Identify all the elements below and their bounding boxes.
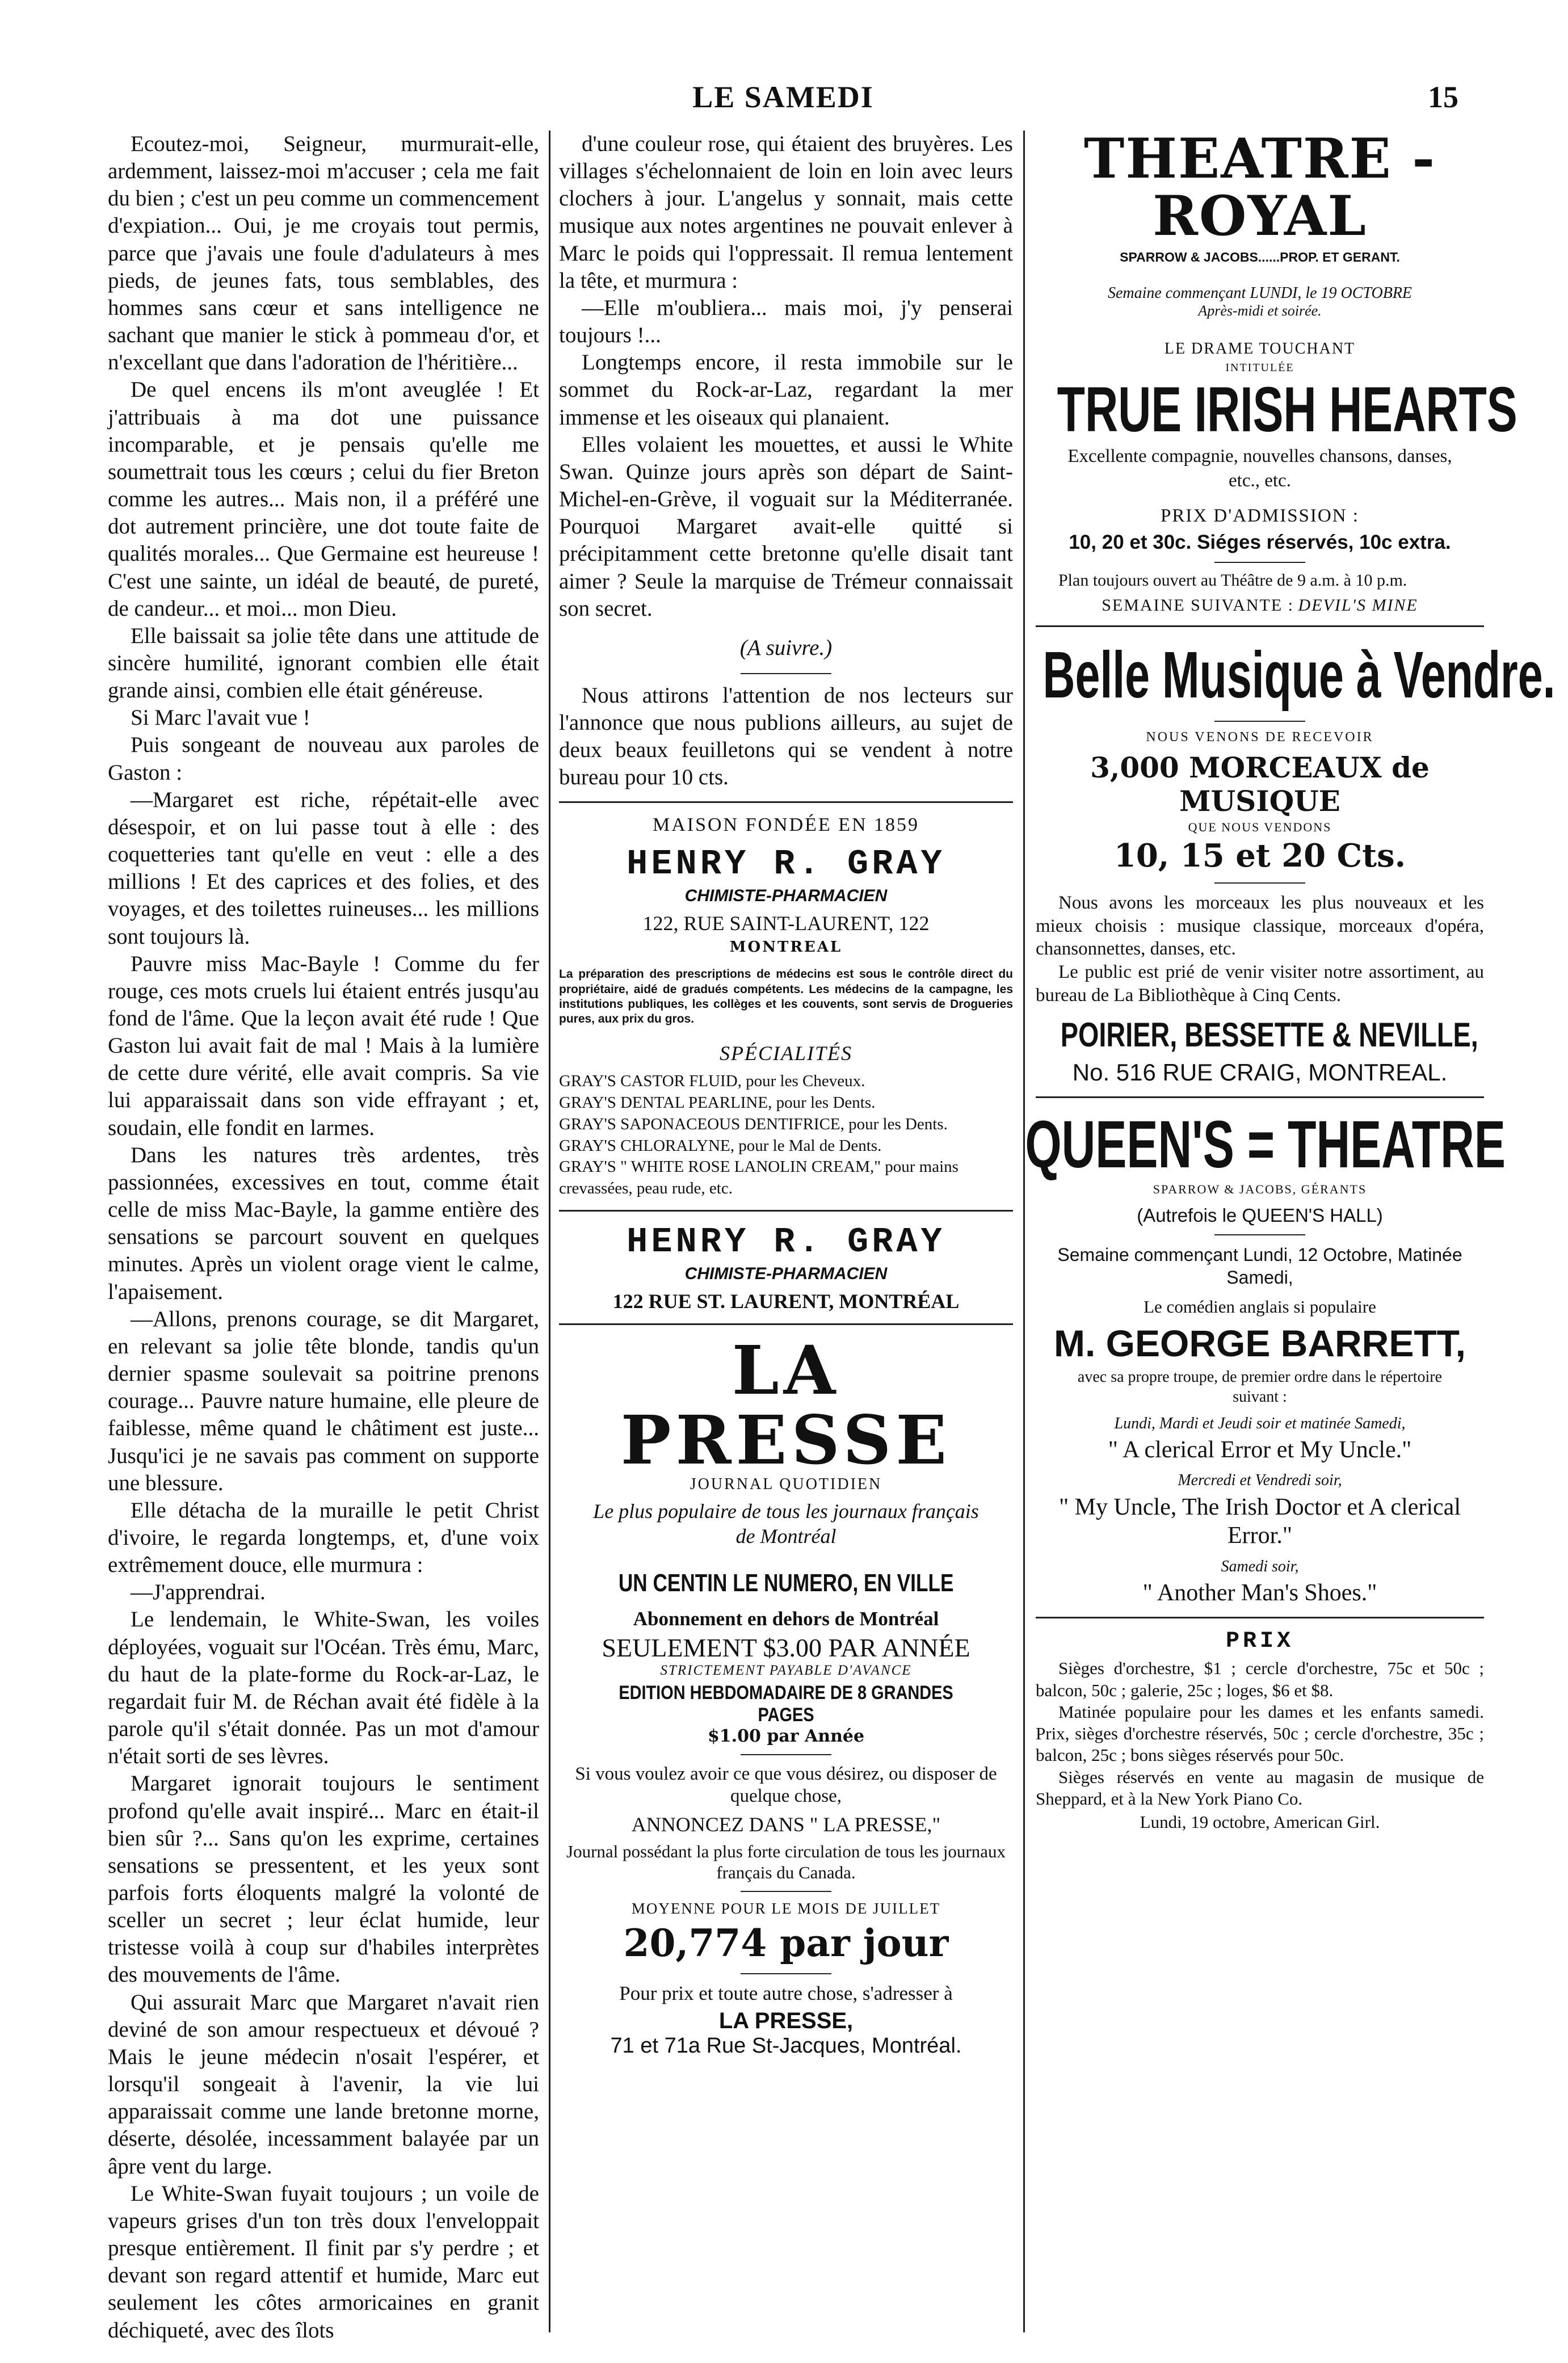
to-be-continued: (A suivre.) bbox=[739, 635, 833, 660]
divider bbox=[559, 801, 1013, 803]
story-paragraph: —Margaret est riche, répétait-elle avec désespoir, et on lui passe tout à elle : des coquetteries tant qu'elle en veut : elle a des millions ! Et des caprices et des folies, et des voyages, et des toilettes ruineuses... les millions sont toujours là. bbox=[108, 787, 539, 949]
story-paragraph: Pauvre miss Mac-Bayle ! Comme du fer rouge, ces mots cruels lui étaient entrés jusqu'au fond de l'âme. Que la leçon avait été rude ! Que Gaston lui avait fait de mal ! Mais à la lumière de cette dure vérité, elle avait compris. Sa vie lui apparaissait dans son vide effrayant ; et, soudain, elle fondit en larmes. bbox=[108, 951, 539, 1140]
contact-name: LA PRESSE, bbox=[718, 2008, 854, 2034]
newspaper-title: LE SAMEDI bbox=[692, 80, 874, 114]
divider bbox=[741, 1973, 831, 1974]
entitled-label: INTITULÉE bbox=[1225, 361, 1294, 374]
divider bbox=[559, 1210, 1013, 1212]
pharmacy-address-2: 122 RUE ST. LAURENT, MONTRÉAL bbox=[612, 1289, 960, 1313]
play-description: Excellente compagnie, nouvelles chansons, danses, etc., etc. bbox=[1067, 445, 1452, 491]
music-sale-ad bbox=[1036, 637, 1556, 1086]
pharmacist-role-2: CHIMISTE-PHARMACIEN bbox=[684, 1264, 888, 1283]
prix-title: PRIX bbox=[1225, 1629, 1294, 1655]
story-paragraph: Si Marc l'avait vue ! bbox=[131, 705, 310, 730]
specialty-item: GRAY'S CASTOR FLUID, pour les Cheveux. bbox=[559, 1072, 865, 1091]
page-number: 15 bbox=[1428, 80, 1458, 114]
story-paragraph: Puis songeant de nouveau aux paroles de Gaston : bbox=[108, 733, 539, 785]
ticket-prices: Sièges d'orchestre, $1 ; cercle d'orchestre, 75c et 50c ; balcon, 50c ; galerie, 25c ; loges, $6 et $8. bbox=[1036, 1658, 1484, 1700]
divider bbox=[1036, 625, 1484, 627]
pharmacist-role: CHIMISTE-PHARMACIEN bbox=[684, 886, 888, 906]
next-week bbox=[1036, 596, 1484, 615]
play-2: " My Uncle, The Irish Doctor et A clerical Error." bbox=[1059, 1494, 1461, 1549]
matinee-prices: Matinée populaire pour les dames et les enfants samedi. Prix, sièges d'orchestre réservés, 50c ; cercle d'orchestre, 35c ; balcon, 25c ; bons sièges réservés pour 50c. bbox=[1036, 1701, 1484, 1765]
daily-circulation: 20,774 par jour bbox=[623, 1921, 949, 1966]
weekly-price: $1.00 par Année bbox=[707, 1726, 865, 1746]
theatre-royal-ad bbox=[1036, 127, 1517, 615]
page-header bbox=[108, 79, 1458, 125]
divider bbox=[1214, 721, 1305, 722]
schedule-1: Lundi, Mardi et Jeudi soir et matinée Samedi, bbox=[1114, 1414, 1406, 1432]
column-rule-1 bbox=[549, 131, 550, 2332]
pharmacist-name-2: HENRY R. GRAY bbox=[627, 1221, 945, 1262]
music-description: Nous avons les morceaux les plus nouveaux et les mieux choisis : musique classique, morceaux d'opéra, chansonnettes, danses, etc. bbox=[1036, 892, 1484, 960]
story-paragraph: —Allons, prenons courage, se dit Margaret, en relevant sa jolie tête blonde, tandis qu'un dernier spasme soulevait sa poitrine prenons courage... Pauvre nature humaine, elle pleure de faiblesse, même quand le châtiment est juste... Jusqu'ici je ne savais pas comment on supporte une blessure. bbox=[108, 1306, 539, 1495]
schedule-2: Mercredi et Vendredi soir, bbox=[1178, 1471, 1342, 1489]
divider bbox=[1036, 1096, 1484, 1098]
story-paragraph: Le lendemain, le White-Swan, les voiles déployées, voguait sur l'Océan. Très ému, Marc, du haut de la plate-forme du Rock-ar-Laz, le regardait fuir M. de Réchan avait été fidèle à la parole qu'il s'était donnée. Pas un mot d'amour n'était sorti de ses lèvres. bbox=[108, 1607, 539, 1769]
la-presse-title: LA PRESSE bbox=[620, 1330, 952, 1480]
story-paragraph: De quel encens ils m'ont aveuglée ! Et j'attribuais à ma dot une puissance incomparable, et je pensais qu'elle me soumettrait tous les cœurs ; celui du fier Breton comme les autres... Mais non, il a préféré une dot autrement princière, une dot toute faite de qualités morales... Que Germaine est heureuse ! C'est une sainte, un idéal de beauté, de pureté, de candeur... et moi... mon Dieu. bbox=[108, 377, 539, 621]
story-paragraph: Ecoutez-moi, Seigneur, murmurait-elle, ardemment, laissez-moi m'accuser ; cela me fait du bien ; c'est un peu comme un commencement d'expiation... Oui, je me croyais tout permis, parce que j'avais une foule d'adulateurs à mes pieds, de jeunes fats, tous semblables, des hommes sans cœur et sans intelligence ne sachant que manier le stick à pommeau d'or, et n'excellant que dans l'adoration de l'héritière... bbox=[108, 132, 539, 375]
specialties-title: SPÉCIALITÉS bbox=[720, 1042, 852, 1065]
next-week-label: SEMAINE SUIVANTE : bbox=[1102, 595, 1294, 615]
queens-theatre-ad bbox=[1025, 1107, 1506, 1833]
theatre-royal-week: Semaine commençant LUNDI, le 19 OCTOBRE bbox=[1107, 284, 1413, 302]
contact-address: 71 et 71a Rue St-Jacques, Montréal. bbox=[610, 2034, 962, 2058]
next-week-show: DEVIL'S MINE bbox=[1298, 595, 1418, 615]
admission-prices: 10, 20 et 30c. Siéges réservés, 10c extra. bbox=[1069, 531, 1451, 553]
theatre-royal-owners: SPARROW & JACOBS......PROP. ET GERANT. bbox=[1120, 249, 1400, 264]
play-title: TRUE IRISH HEARTS bbox=[1057, 373, 1517, 445]
specialties-list bbox=[559, 1071, 1013, 1199]
queens-week: Semaine commençant Lundi, 12 Octobre, Matinée Samedi, bbox=[1057, 1244, 1462, 1288]
story-paragraph: Elle détacha de la muraille le petit Christ d'ivoire, le regarda longtemps, et, d'une voix extrêmement douce, elle murmura : bbox=[108, 1498, 539, 1578]
yearly-price: SEULEMENT $3.00 PAR ANNÉE bbox=[602, 1633, 970, 1662]
divider bbox=[741, 673, 831, 674]
queens-formerly: (Autrefois le QUEEN'S HALL) bbox=[1137, 1204, 1383, 1226]
divider bbox=[741, 1891, 831, 1892]
divider bbox=[741, 1754, 831, 1755]
contact-line: Pour prix et toute autre chose, s'adresser à bbox=[619, 1982, 953, 2005]
story-paragraph: —J'apprendrai. bbox=[131, 1580, 266, 1605]
la-presse-subtitle: JOURNAL QUOTIDIEN bbox=[690, 1475, 882, 1494]
music-firm: POIRIER, BESSETTE & NEVILLE, bbox=[1060, 1015, 1478, 1054]
column-3 bbox=[1025, 127, 1556, 2332]
queens-theatre-title: QUEEN'S = THEATRE bbox=[1025, 1107, 1506, 1182]
circulation-note: Journal possédant la plus forte circulation de tous les journaux français du Canada. bbox=[566, 1841, 1006, 1883]
selling-label: QUE NOUS VENDONS bbox=[1188, 819, 1332, 834]
drama-label: LE DRAME TOUCHANT bbox=[1164, 339, 1356, 358]
box-office-hours: Plan toujours ouvert au Théâtre de 9 a.m. à 10 p.m. bbox=[1058, 570, 1407, 590]
pharmacy-description: La préparation des prescriptions de médecins est sous le contrôle direct du propriétaire, aidé de gradués compétents. Les médecins de la campagne, les institutions publiques, les collèges et les couvents, sont servis de Drogueries pures, aux prix du gros. bbox=[559, 968, 1013, 1026]
advertise-prompt: Si vous voulez avoir ce que vous désirez, ou disposer de quelque chose, bbox=[575, 1763, 997, 1807]
monthly-average: MOYENNE POUR LE MOIS DE JUILLET bbox=[631, 1900, 941, 1918]
play-3: " Another Man's Shoes." bbox=[1142, 1580, 1377, 1607]
divider bbox=[1214, 1234, 1305, 1235]
story-paragraph: Le White-Swan fuyait toujours ; un voile de vapeurs grises d'un ton très doux l'enveloppait presque entièrement. Il finit par s'y perdre ; et devant son regard attentif et humide, Marc eut seulement les côtes armoricaines en granit déchiqueté, avec des îlots bbox=[108, 2181, 539, 2343]
specialty-item: GRAY'S DENTAL PEARLINE, pour les Dents. bbox=[559, 1094, 876, 1112]
pharmacist-name: HENRY R. GRAY bbox=[627, 844, 945, 885]
story-paragraph: —Elle m'oubliera... mais moi, j'y penserai toujours !... bbox=[559, 295, 1013, 348]
received-label: NOUS VENONS DE RECEVOIR bbox=[1146, 729, 1374, 745]
weekly-edition: EDITION HEBDOMADAIRE DE 8 GRANDES PAGES bbox=[619, 1681, 953, 1726]
divider bbox=[1214, 562, 1305, 563]
specialty-item: GRAY'S SAPONACEOUS DENTIFRICE, pour les Dents. bbox=[559, 1115, 948, 1133]
story-paragraph: Longtemps encore, il resta immobile sur le sommet du Rock-ar-Laz, regardant la mer immense et les oiseaux qui planaient. bbox=[559, 350, 1013, 430]
music-prices: 10, 15 et 20 Cts. bbox=[1113, 836, 1406, 874]
music-firm-address: No. 516 RUE CRAIG, MONTREAL. bbox=[1072, 1058, 1448, 1086]
story-paragraph: Dans les natures très ardentes, très passionnées, excessives en tout, comme était celle de miss Mac-Bayle, la gamme entière des sensations se parcourt souvent en quelques minutes. Après un violent orage vient le calme, l'apaisement. bbox=[108, 1142, 539, 1304]
music-sale-title: Belle Musique à Vendre. bbox=[1042, 637, 1556, 712]
admission-title: PRIX D'ADMISSION : bbox=[1161, 505, 1359, 526]
la-presse-tagline: Le plus populaire de tous les journaux français de Montréal bbox=[593, 1500, 979, 1548]
reserved-seats-sale: Sièges réservés en vente au magasin de musique de Sheppard, et à la New York Piano Co. bbox=[1036, 1767, 1484, 1809]
advertise-call: ANNONCEZ DANS " LA PRESSE," bbox=[631, 1813, 941, 1836]
column-rule-2 bbox=[1023, 131, 1025, 2332]
story-paragraph: Elle baissait sa jolie tête dans une attitude de sincère humilité, ignorant combien elle était grande ainsi, combien elle était généreuse. bbox=[108, 623, 539, 703]
story-continuation bbox=[559, 131, 1013, 623]
story-column-1 bbox=[108, 131, 539, 2343]
founded-line: MAISON FONDÉE EN 1859 bbox=[652, 814, 920, 836]
star-actor: M. GEORGE BARRETT, bbox=[1053, 1322, 1466, 1364]
gray-pharmacy-ad bbox=[559, 814, 1013, 1313]
pharmacy-address: 122, RUE SAINT-LAURENT, 122 bbox=[642, 912, 930, 935]
story-paragraph: d'une couleur rose, qui étaient des bruyères. Les villages s'échelonnaient de loin en loin avec leurs clochers à jour. L'angelus y sonnait, mais cette musique aux notes argentines ne pouvait enlever à Marc le poids qui l'oppressait. Il remua lentement la tête, et murmura : bbox=[559, 132, 1013, 293]
column-2 bbox=[559, 131, 1013, 2332]
divider bbox=[1036, 1617, 1484, 1618]
specialty-item: GRAY'S CHLORALYNE, pour le Mal de Dents. bbox=[559, 1136, 882, 1155]
la-presse-price-line: UN CENTIN LE NUMERO, EN VILLE bbox=[618, 1569, 954, 1597]
next-attraction: Lundi, 19 octobre, American Girl. bbox=[1140, 1812, 1380, 1832]
payable-advance: STRICTEMENT PAYABLE D'AVANCE bbox=[660, 1662, 912, 1678]
pharmacy-city: MONTREAL bbox=[729, 939, 843, 956]
schedule-3: Samedi soir, bbox=[1221, 1558, 1299, 1576]
troupe-note: avec sa propre troupe, de premier ordre dans le répertoire suivant : bbox=[1077, 1368, 1443, 1406]
readers-notice: Nous attirons l'attention de nos lecteurs sur l'annonce que nous publions ailleurs, au sujet de deux beaux feuilletons qui se vendent à notre bureau pour 10 cts. bbox=[559, 683, 1013, 790]
la-presse-ad bbox=[559, 1330, 1013, 2059]
theatre-royal-title: THEATRE - ROYAL bbox=[1083, 127, 1436, 248]
specialty-item: GRAY'S " WHITE ROSE LANOLIN CREAM," pour mains crevassées, peau rude, etc. bbox=[559, 1158, 959, 1197]
divider bbox=[559, 1323, 1013, 1325]
story-paragraph: Qui assurait Marc que Margaret n'avait rien deviné de son amour respectueux et dévoué ? Mais le jeune médecin n'osait l'espérer, et lorsqu'il songeait à l'avenir, la vie lui apparaissait comme une lande bretonne morne, déserte, désolée, incessamment balayée par un âpre vent du large. bbox=[108, 1990, 539, 2179]
theatre-royal-times: Après-midi et soirée. bbox=[1198, 302, 1322, 319]
queens-theatre-owners: SPARROW & JACOBS, GÉRANTS bbox=[1153, 1182, 1367, 1196]
divider bbox=[1214, 882, 1305, 884]
play-1: " A clerical Error et My Uncle." bbox=[1108, 1436, 1412, 1463]
queens-intro: Le comédien anglais si populaire bbox=[1144, 1296, 1376, 1317]
music-invitation: Le public est prié de venir visiter notre assortiment, au bureau de La Bibliothèque à Cinq Cents. bbox=[1036, 962, 1484, 1006]
music-count: 3,000 MORCEAUX de MUSIQUE bbox=[1090, 750, 1430, 818]
abonnement-line: Abonnement en dehors de Montréal bbox=[633, 1607, 939, 1630]
story-paragraph: Elles volaient les mouettes, et aussi le White Swan. Quinze jours après son départ de Saint-Michel-en-Grève, il voguait sur la Méditerranée. Pourquoi Margaret avait-elle quitté si précipitamment cette bretonne qu'elle disait tant aimer ? Seule la marquise de Trémeur connaissait son secret. bbox=[559, 432, 1013, 621]
story-paragraph: Margaret ignorait toujours le sentiment profond qu'elle avait inspiré... Marc en était-il bien sûr ?... Sans qu'on les exprime, certaines sensations se pressentent, et les yeux sont parfois forts éloquents malgré la volonté de sceller un secret ; leur éclat humide, leur tristesse voilà à coup sur d'habiles interprètes des mouvements de l'âme. bbox=[108, 1771, 539, 1987]
